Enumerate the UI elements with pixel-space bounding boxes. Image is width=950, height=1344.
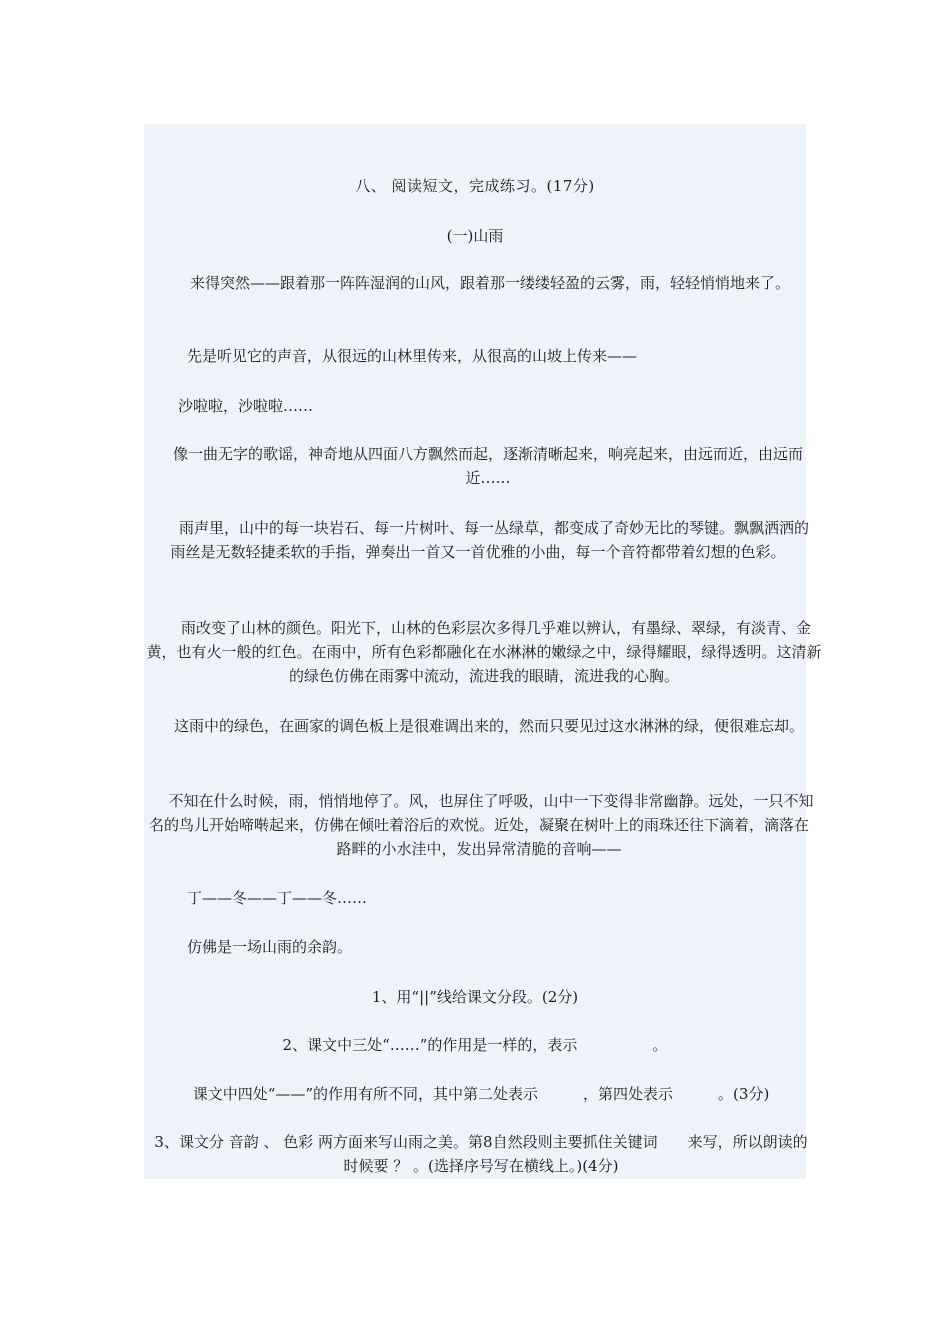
paragraph-4: 像一曲无字的歌谣，神奇地从四面八方飘然而起，逐渐清晰起来，响亮起来，由远而近，由远而近…… bbox=[172, 445, 803, 487]
question-2a: 2、课文中三处“……”的作用是一样的，表示 。 bbox=[282, 1036, 668, 1054]
question-2b: 课文中四处“——”的作用有所不同，其中第二处表示 ，第四处表示 。(3分) bbox=[192, 1085, 770, 1103]
question-3: 3、课文分 音韵 、 色彩 两方面来写山雨之美。第8自然段则主要抓住关键词 来写，所以朗读的时候要 ？ 。(选择序号写在横线上。)(4分) bbox=[154, 1133, 808, 1175]
paragraph-8: 不知在什么时候，雨，悄悄地停了。风，也屏住了呼吸，山中一下变得非常幽静。远处，一只不知名的鸟儿开始啼啭起来，仿佛在倾吐着浴后的欢悦。近处，凝聚在树叶上的雨珠还往下滴着，滴落在路畔的小水洼中，发出异常清脆的音响—— bbox=[148, 792, 814, 858]
question-1: 1、用“||”线给课文分段。(2分) bbox=[371, 988, 579, 1006]
paragraph-10: 仿佛是一场山雨的余韵。 bbox=[187, 938, 353, 956]
story-title: (一)山雨 bbox=[446, 227, 504, 245]
paragraph-9: 丁——冬——丁——冬…… bbox=[187, 889, 368, 907]
paragraph-2: 先是听见它的声音，从很远的山林里传来，从很高的山坡上传来—— bbox=[187, 347, 638, 365]
paragraph-3: 沙啦啦，沙啦啦…… bbox=[178, 397, 314, 415]
paragraph-1: 来得突然——跟着那一阵阵湿润的山风，跟着那一缕缕轻盈的云雾，雨，轻轻悄悄地来了。 bbox=[189, 274, 790, 292]
paragraph-7: 这雨中的绿色，在画家的调色板上是很难调出来的，然而只要见过这水淋淋的绿，便很难忘却。 bbox=[173, 717, 804, 735]
paragraph-5: 雨声里，山中的每一块岩石、每一片树叶、每一丛绿草，都变成了奇妙无比的琴键。飘飘洒洒的雨丝是无数轻捷柔软的手指，弹奏出一首又一首优雅的小曲，每一个音符都带着幻想的色彩。 bbox=[170, 519, 809, 561]
paragraph-6: 雨改变了山林的颜色。阳光下，山林的色彩层次多得几乎难以辨认，有墨绿、翠绿，有淡青、金黄，也有火一般的红色。在雨中，所有色彩都融化在水淋淋的嫩绿之中，绿得耀眼，绿得透明。这清新的绿色仿佛在雨雾中流动，流进我的眼睛，流进我的心胸。 bbox=[146, 619, 822, 685]
section-heading: 八、 阅读短文，完成练习。(17分) bbox=[355, 177, 595, 195]
